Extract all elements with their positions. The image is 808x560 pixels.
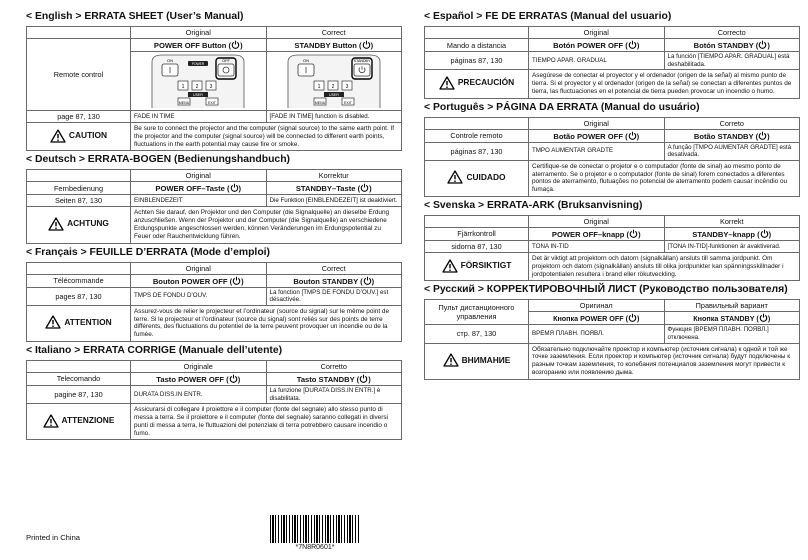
corr-function-note: Die Funktion [EINBLENDEZEIT] ist deaktiviert.: [266, 195, 402, 207]
col-header-original: Original: [529, 215, 665, 227]
left-column: [26, 10, 402, 442]
row-label-pages: páginas 87, 130: [425, 142, 529, 160]
svg-text:STANDBY: STANDBY: [353, 59, 371, 63]
col-header-correct: Korrektur: [266, 170, 402, 182]
errata-table: [26, 169, 402, 243]
svg-text:3: 3: [209, 84, 213, 90]
section-english: [26, 10, 402, 151]
row-label-pages: page 87, 130: [27, 111, 131, 123]
warning-label-cell: PRECAUCIÓN: [425, 70, 529, 98]
warning-label-cell: CUIDADO: [425, 160, 529, 196]
orig-button-name: POWER OFF–knapp ( ): [529, 227, 665, 240]
section-title: < Svenska > ERRATA-ARK (Bruksanvisning): [424, 199, 643, 211]
orig-function-name: TMPO AUMENTAR GRADTE: [529, 142, 665, 160]
row-label-remote: Remote control: [27, 39, 131, 111]
corr-function-note: A função [TMPO AUMENTAR GRADTE] está desativada.: [664, 142, 800, 160]
blank-cell: [27, 170, 131, 182]
barcode-text: *7N8R0601*: [295, 544, 335, 551]
power-icon: [758, 40, 767, 49]
section-title: < English > ERRATA SHEET (User’s Manual): [26, 11, 244, 22]
orig-function-name: DURATA DISS.IN ENTR.: [131, 385, 267, 403]
col-header-original: Original: [529, 117, 665, 129]
corr-button-name: Botón STANDBY ( ): [664, 39, 800, 52]
warning-triangle-icon: [48, 217, 64, 231]
warning-label-cell: ATTENZIONE: [27, 404, 131, 440]
corr-button-name: Кнопка STANDBY ( ): [664, 312, 800, 325]
section-portugues: [424, 101, 800, 197]
col-header-original: Оригинал: [529, 300, 665, 312]
power-icon: [628, 313, 637, 322]
errata-table: [424, 26, 800, 99]
remote-original-illustration: [131, 52, 267, 111]
section-espanol: [424, 10, 800, 99]
barcode-icon: [270, 515, 360, 543]
col-header-original: Original: [131, 262, 267, 274]
power-icon: [360, 183, 369, 192]
warning-triangle-icon: [439, 76, 455, 90]
orig-button-name: Кнопка POWER OFF ( ): [529, 312, 665, 325]
corr-function-note: La fonction [TMPS DE FONDU D’OUV.] est désactivée.: [266, 287, 402, 305]
section-italiano: [26, 344, 402, 440]
blank-cell: [27, 27, 131, 39]
svg-text:ON: ON: [167, 58, 174, 63]
col-header-correct: Correcto: [664, 27, 800, 39]
col-header-correct: Correto: [664, 117, 800, 129]
warning-label-cell: FÖRSIKTIGT: [425, 252, 529, 280]
power-icon: [231, 40, 240, 49]
section-title: < Deutsch > ERRATA-BOGEN (Bedienungshandbuch): [26, 154, 291, 166]
power-icon: [229, 374, 238, 383]
corr-button-name: Bouton STANDBY ( ): [266, 274, 402, 287]
orig-button-name: Tasto POWER OFF ( ): [131, 372, 267, 385]
svg-text:MENU: MENU: [178, 101, 190, 105]
svg-text:MENU: MENU: [314, 101, 326, 105]
power-icon: [758, 131, 767, 140]
row-label-remote: Пульт дистанционного управления: [425, 300, 529, 325]
power-icon: [760, 229, 769, 238]
row-label-remote: Telecomando: [27, 372, 131, 385]
col-header-correct: Correct: [266, 27, 402, 39]
blank-cell: [425, 117, 529, 129]
svg-text:OFF: OFF: [222, 58, 231, 63]
section-title: < Русский > КОРРЕКТИРОВОЧНЫЙ ЛИСТ (Руководство пользователя): [424, 284, 788, 296]
section-russian: [424, 283, 800, 379]
power-icon: [759, 313, 768, 322]
svg-text:1: 1: [317, 84, 321, 90]
orig-function-name: ВРЕМЯ ПЛАВН. ПОЯВЛ.: [529, 325, 665, 343]
errata-table: [26, 360, 402, 440]
blank-cell: [27, 262, 131, 274]
remote-control-correct-icon: [284, 54, 384, 108]
warning-label-cell: ACHTUNG: [27, 207, 131, 243]
warning-label-cell: ВНИМАНИЕ: [425, 343, 529, 379]
svg-text:EXIT: EXIT: [343, 101, 352, 105]
warning-text: Обязательно подключайте проектор и компьютер (источник сигнала) к одной и той же точке заземления. Если проектор и компьютер (источник сигнала) будут подключены к разным точкам заземления, то колебания потенциалов заземления могут привести к возгоранию или появлению дыма.: [529, 343, 800, 379]
power-icon: [363, 276, 372, 285]
warning-text: Assicurarsi di collegare il proiettore e il computer (fonte del segnale) allo stesso punto di messa a terra. Se il proiettore e il computer (fonte del segnale) saranno collegati in diversi punti di messa a terra, le fluttuazioni del potenziale di terra potrebbero causare incendio o fumo.: [131, 404, 402, 440]
row-label-pages: стр. 87, 130: [425, 325, 529, 343]
section-title: < Português > PÁGINA DA ERRATA (Manual do usuário): [424, 101, 700, 113]
power-icon: [359, 374, 368, 383]
power-icon: [232, 276, 241, 285]
section-francais: [26, 246, 402, 342]
col-header-correct: Korrekt: [664, 215, 800, 227]
col-header-original: Original: [131, 170, 267, 182]
errata-table: [424, 215, 800, 281]
errata-table: [26, 26, 402, 151]
section-svenska: [424, 199, 800, 281]
warning-label-cell: CAUTION: [27, 123, 131, 151]
row-label-pages: Seiten 87, 130: [27, 195, 131, 207]
col-header-correct: Correct: [266, 262, 402, 274]
col-header-original: Originale: [131, 360, 267, 372]
orig-button-name: Botón POWER OFF ( ): [529, 39, 665, 52]
errata-table: [424, 299, 800, 379]
orig-button-name: POWER OFF Button ( ): [131, 39, 267, 52]
col-header-correct: Corretto: [266, 360, 402, 372]
warning-triangle-icon: [442, 259, 458, 273]
orig-button-name: Botão POWER OFF ( ): [529, 129, 665, 142]
warning-triangle-icon: [447, 170, 463, 184]
warning-triangle-icon: [443, 353, 459, 367]
warning-text: Achten Sie darauf, den Projektor und den Computer (die Signalquelle) an dieselbe Erdung anzuschließen. Wenn der Projektor und der Computer (die Signalquelle) an verschiedene Erdungspunkte angeschlossen werden, können Veränderungen im Erdungspotential zu Feuer oder Rauchentwicklung führen.: [131, 207, 402, 243]
corr-button-name: STANDBY Button ( ): [266, 39, 402, 52]
corr-function-note: Функция [ВРЕМЯ ПЛАВН. ПОЯВЛ.] отключена.: [664, 325, 800, 343]
svg-text:EXIT: EXIT: [208, 101, 217, 105]
remote-correct-illustration: [266, 52, 402, 111]
warning-label-cell: ATTENTION: [27, 305, 131, 341]
orig-function-name: TONA IN-TID: [529, 240, 665, 252]
svg-text:1: 1: [181, 84, 185, 90]
row-label-remote: Fjärrkontroll: [425, 227, 529, 240]
row-label-pages: sidorna 87, 130: [425, 240, 529, 252]
power-icon: [362, 40, 371, 49]
orig-function-name: FADE IN TIME: [131, 111, 267, 123]
corr-function-note: La funzione [DURATA DISS.IN ENTR.] è disabilitata.: [266, 385, 402, 403]
svg-text:3: 3: [345, 84, 349, 90]
errata-table: [424, 117, 800, 197]
section-title: < Español > FE DE ERRATAS (Manual del usuario): [424, 11, 672, 22]
warning-triangle-icon: [50, 129, 66, 143]
corr-button-name: Tasto STANDBY ( ): [266, 372, 402, 385]
remote-control-original-icon: [148, 54, 248, 108]
corr-button-name: STANDBY–Taste ( ): [266, 182, 402, 195]
power-icon: [628, 40, 637, 49]
svg-text:POWER: POWER: [192, 62, 205, 66]
corr-function-note: [FADE IN TIME] function is disabled.: [266, 111, 402, 123]
right-column: [424, 10, 800, 382]
warning-text: Asegúrese de conectar el proyector y el ordenador (origen de la señal) al mismo punto de tierra. Si el proyector y el ordenador (origen de la señal) se conectan a diferentes puntos de tierra, las fluctuaciones en el potencial de tierra pueden provocar un incendio o humo.: [529, 70, 800, 98]
svg-text:2: 2: [331, 84, 335, 90]
orig-button-name: Bouton POWER OFF ( ): [131, 274, 267, 287]
orig-function-name: TIEMPO APAR. GRADUAL: [529, 52, 665, 70]
warning-text: Det är viktigt att projektorn och datorn (signalkällan) ansluts till samma jordpunkt. Om projektorn och datorn (signalkällan) ansluts till olika jordpunkter kan spänningsskillnader i jordpotentialen resultera i brand eller rökutveckling.: [529, 252, 800, 280]
blank-cell: [27, 360, 131, 372]
errata-table: [26, 262, 402, 342]
blank-cell: [425, 27, 529, 39]
power-icon: [629, 229, 638, 238]
corr-function-note: [TONA IN-TID]-funktionen är avaktiverad.: [664, 240, 800, 252]
warning-text: Assurez-vous de relier le projecteur et l’ordinateur (source du signal) sur le même point de terre. Si le projecteur et l’ordinateur (source du signal) sont reliés sur des points de terre différents, des fluctuations du potentiel de la terre peuvent provoquer un incendie ou de la fumée.: [131, 305, 402, 341]
col-header-original: Original: [131, 27, 267, 39]
row-label-pages: páginas 87, 130: [425, 52, 529, 70]
svg-text:2: 2: [195, 84, 199, 90]
row-label-remote: Fernbedienung: [27, 182, 131, 195]
section-title: < Français > FEUILLE D’ERRATA (Mode d’emploi): [26, 246, 271, 258]
row-label-pages: pages 87, 130: [27, 287, 131, 305]
row-label-pages: pagine 87, 130: [27, 385, 131, 403]
orig-button-name: POWER OFF–Taste ( ): [131, 182, 267, 195]
corr-button-name: STANDBY–knapp ( ): [664, 227, 800, 240]
blank-cell: [425, 215, 529, 227]
corr-function-note: La función [TIEMPO APAR. GRADUAL] está deshabilitada.: [664, 52, 800, 70]
warning-triangle-icon: [43, 414, 59, 428]
warning-text: Certifique-se de conectar o projetor e o computador (fonte de sinal) ao mesmo ponto de aterramento. Se o projetor e o computador (fonte de sinal) forem conectados a diferentes pontos de aterramento, flutuações no potencial de aterramento podem causar incêndio ou fumaça.: [529, 160, 800, 196]
power-icon: [230, 183, 239, 192]
power-icon: [628, 131, 637, 140]
orig-function-name: EINBLENDEZEIT: [131, 195, 267, 207]
printed-in-label: Printed in China: [26, 533, 81, 542]
col-header-correct: Правильный вариант: [664, 300, 800, 312]
svg-text:ON: ON: [302, 58, 309, 63]
svg-text:USER: USER: [193, 93, 204, 97]
corr-button-name: Botão STANDBY ( ): [664, 129, 800, 142]
row-label-remote: Mando a distancia: [425, 39, 529, 52]
warning-triangle-icon: [45, 315, 61, 329]
section-title: < Italiano > ERRATA CORRIGE (Manuale dell’utente): [26, 344, 283, 356]
svg-text:USER: USER: [328, 93, 339, 97]
col-header-original: Original: [529, 27, 665, 39]
orig-function-name: TMPS DE FONDU D’OUV.: [131, 287, 267, 305]
warning-text: Be sure to connect the projector and the computer (signal source) to the same earth point. If the projector and the computer (signal source) will be connected to different earth points, fluctuations in the earth potential may cause fire or smoke.: [131, 123, 402, 151]
row-label-remote: Télécommande: [27, 274, 131, 287]
section-deutsch: [26, 153, 402, 243]
row-label-remote: Controle remoto: [425, 129, 529, 142]
